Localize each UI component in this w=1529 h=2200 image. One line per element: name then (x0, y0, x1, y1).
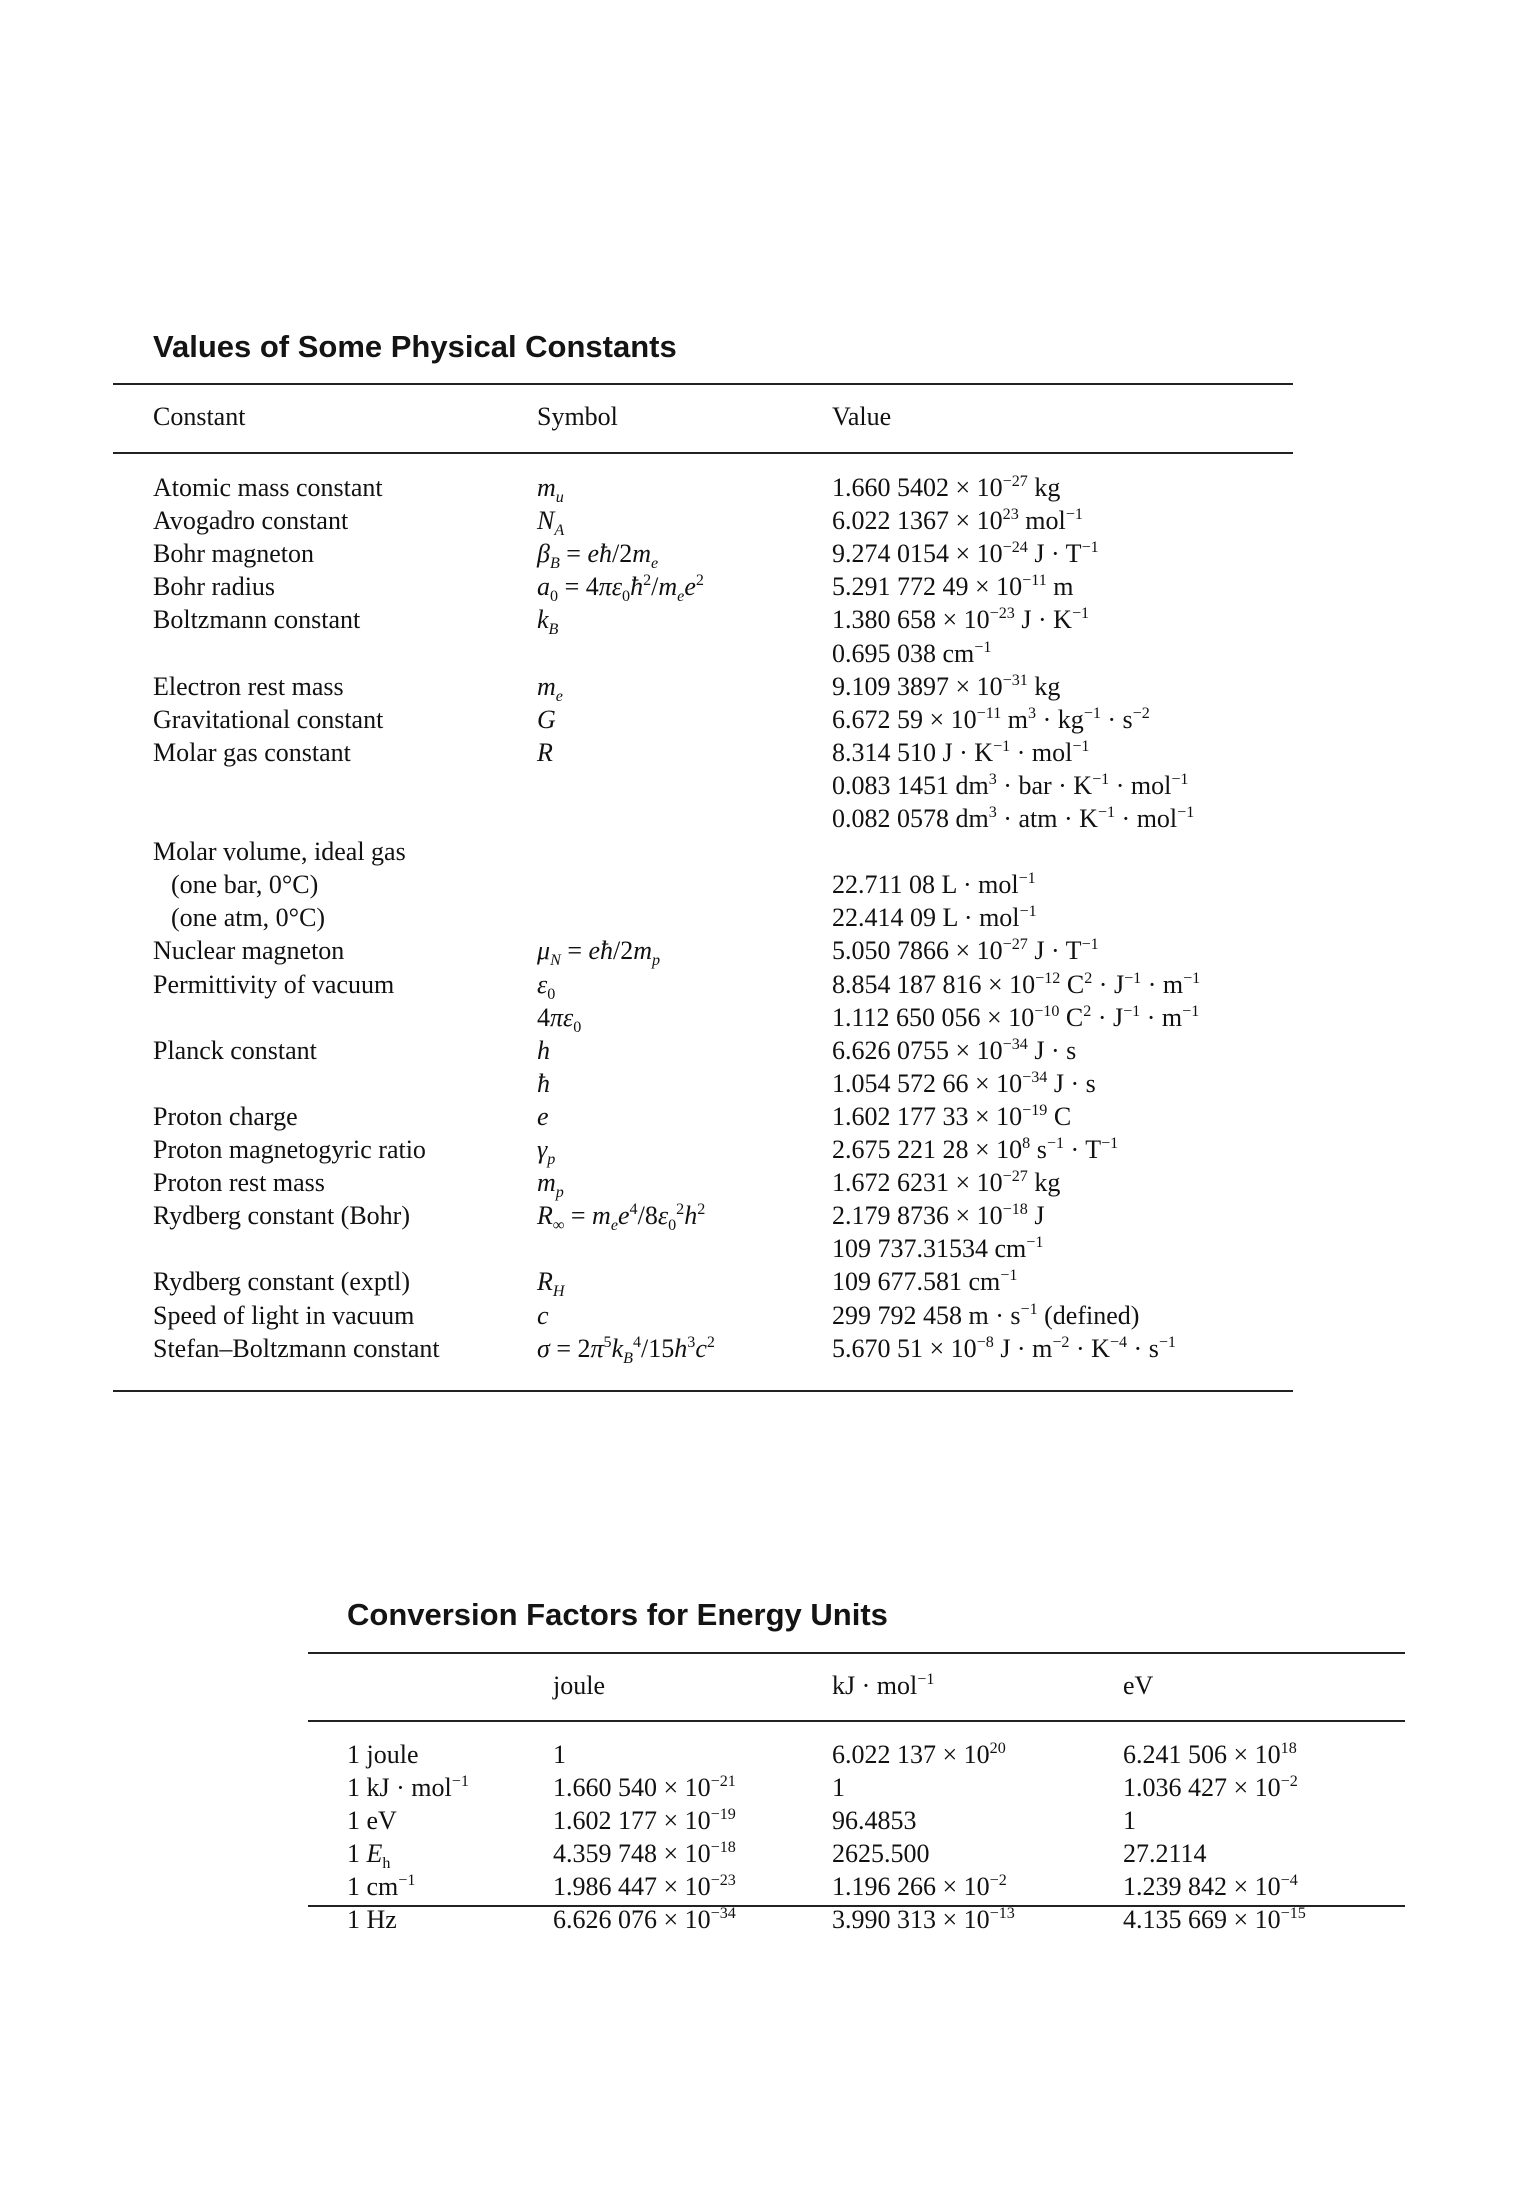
constant-value: 1.660 $5402 \times 10^{-27}$ kg (832, 473, 1061, 502)
conversion-header-joule: joule (553, 1671, 605, 1700)
conversion-cell-ev: 4.135 $669 \times 10^{-15}$ (1123, 1905, 1306, 1934)
constant-value: 1.672 $6231 \times 10^{-27}$ kg (832, 1168, 1061, 1197)
conversion-cell-joule: 1.660 $540 \times 10^{-21}$ (553, 1773, 736, 1802)
conversion-row-unit: 1 Hz (347, 1905, 397, 1934)
constant-name: Electron rest mass (153, 672, 344, 701)
constant-name: Speed of light in vacuum (153, 1301, 415, 1330)
constant-value: 6.626 $0755 \times 10^{-34}$ J · s (832, 1036, 1077, 1065)
constant-name: (one bar, 0°C) (171, 870, 319, 899)
constant-value: 109 737.31534 $cm^{-1}$ (832, 1234, 1044, 1263)
constant-value: 6.672 $59 \times 10^{-11}$ $m^3 \cdot kg^{-1} \cdot s^{-2}$ (832, 705, 1150, 734)
constant-name: Boltzmann constant (153, 605, 361, 634)
conversion-title: Conversion Factors for Energy Units (347, 1597, 888, 1632)
constant-value: 5.291 772 $49 \times 10^{-11}$ m (832, 572, 1074, 601)
constant-value: 0.083 1451 $dm^3$ · bar · $K^{-1} \cdot mol^{-1}$ (832, 771, 1189, 800)
constant-symbol: $m_u$ (537, 473, 564, 507)
constant-name: Rydberg constant (Bohr) (153, 1201, 410, 1230)
constant-symbol: $R_\infty = m_ee^4/8\varepsilon_0^2h^2$ (537, 1201, 706, 1235)
constant-name: Proton magnetogyric ratio (153, 1135, 426, 1164)
constant-symbol: $R_H$ (537, 1267, 565, 1301)
constant-symbol: e (537, 1102, 549, 1131)
constant-value: 1.602 177 $33 \times 10^{-19}$ C (832, 1102, 1072, 1131)
constants-header-symbol: Symbol (537, 402, 618, 431)
conversion-header-ev: eV (1123, 1671, 1154, 1700)
conversion-cell-ev: 27.2114 (1123, 1839, 1207, 1868)
constant-symbol: $\gamma_p$ (537, 1135, 556, 1169)
conversion-cell-ev: 1.239 $842 \times 10^{-4}$ (1123, 1872, 1298, 1901)
constant-value: 22.414 09 L · mol$^{-1}$ (832, 903, 1037, 932)
constant-value: 1.054 572 $66 \times 10^{-34}$ J · s (832, 1069, 1096, 1098)
constant-symbol: $\sigma = 2\pi^5k_B^4/15h^3c^2$ (537, 1334, 715, 1368)
constants-title: Values of Some Physical Constants (153, 329, 677, 364)
constant-name: Proton charge (153, 1102, 298, 1131)
conversion-cell-kjmol: 1.196 $266 \times 10^{-2}$ (832, 1872, 1007, 1901)
constant-value: 299 792 458 $m \cdot s^{-1}$ (defined) (832, 1301, 1140, 1330)
constant-value: 6.022 $1367 \times 10^{23}$ mol$^{-1}$ (832, 506, 1083, 535)
constant-symbol: $\beta_B$ = $eħ/2m_e$ (537, 539, 659, 573)
constant-symbol: G (537, 705, 556, 734)
conversion-cell-ev: 1.036 $427 \times 10^{-2}$ (1123, 1773, 1298, 1802)
constant-value: 5.050 $7866 \times 10^{-27}$ $J \cdot T^{-1}$ (832, 936, 1099, 965)
conversion-cell-kjmol: 1 (832, 1773, 845, 1802)
constant-value: 2.179 $8736 \times 10^{-18}$ J (832, 1201, 1045, 1230)
conversion-cell-joule: 6.626 $076 \times 10^{-34}$ (553, 1905, 736, 1934)
conversion-cell-joule: 4.359 $748 \times 10^{-18}$ (553, 1839, 736, 1868)
conversion-cell-kjmol: 2625.500 (832, 1839, 930, 1868)
constant-symbol: ħ (537, 1069, 550, 1098)
constant-name: Planck constant (153, 1036, 317, 1065)
constant-value: 9.109 $3897 \times 10^{-31}$ kg (832, 672, 1061, 701)
conversion-row-unit: 1 $cm^{-1}$ (347, 1872, 416, 1901)
constants-header-value: Value (832, 402, 892, 431)
constant-symbol: $m_p$ (537, 1168, 564, 1202)
constant-value: 2.675 221 $28 \times 10^8$ $s^{-1} \cdot T^{-1}$ (832, 1135, 1119, 1164)
constant-name: Gravitational constant (153, 705, 384, 734)
conversion-header-kjmol: kJ · mol$^{-1}$ (832, 1671, 935, 1700)
constant-name: (one atm, 0°C) (171, 903, 326, 932)
constant-symbol: $a_0$ = $4\pi\varepsilon_0ħ^2/m_ee^2$ (537, 572, 704, 606)
constant-name: Bohr radius (153, 572, 276, 601)
conversion-cell-joule: 1.986 $447 \times 10^{-23}$ (553, 1872, 736, 1901)
conversion-row-unit: 1 joule (347, 1740, 419, 1769)
constant-symbol: h (537, 1036, 550, 1065)
conversion-row-unit: 1 eV (347, 1806, 397, 1835)
conversion-cell-joule: 1.602 $177 \times 10^{-19}$ (553, 1806, 736, 1835)
constant-value: 0.082 0578 $dm^3$ · atm · $K^{-1} \cdot mol^{-1}$ (832, 804, 1195, 833)
constant-value: 109 677.581 $cm^{-1}$ (832, 1267, 1018, 1296)
constant-name: Molar volume, ideal gas (153, 837, 406, 866)
conversion-row-unit: 1 $E_h$ (347, 1839, 391, 1873)
constant-name: Avogadro constant (153, 506, 349, 535)
constant-name: Molar gas constant (153, 738, 351, 767)
constants-header-constant: Constant (153, 402, 246, 431)
constant-value: 5.670 $51 \times 10^{-8}$ $J \cdot m^{-2} \cdot K^{-4} \cdot s^{-1}$ (832, 1334, 1176, 1363)
conversion-bottom-rule (308, 1905, 1405, 1907)
constant-value: 1.380 $658 \times 10^{-23}$ $J \cdot K^{-1}$ (832, 605, 1090, 634)
conversion-header-rule (308, 1720, 1405, 1722)
constant-value: 1.112 650 $056 \times 10^{-10}$ $C^2 \cdot J^{-1} \cdot m^{-1}$ (832, 1003, 1200, 1032)
constant-name: Bohr magneton (153, 539, 315, 568)
constant-value: 22.711 08 L · mol$^{-1}$ (832, 870, 1036, 899)
constant-value: 8.314 510 $J \cdot K^{-1} \cdot mol^{-1}$ (832, 738, 1090, 767)
constant-name: Rydberg constant (exptl) (153, 1267, 410, 1296)
conversion-cell-kjmol: 6.022 $137 \times 10^{20}$ (832, 1740, 1006, 1769)
constant-name: Permittivity of vacuum (153, 970, 395, 999)
constants-header-rule (113, 452, 1293, 454)
constant-symbol: $\mu_N$ = $eħ/2m_p$ (537, 936, 661, 970)
constant-symbol: $N_A$ (537, 506, 565, 540)
conversion-cell-ev: 1 (1123, 1806, 1136, 1835)
constant-name: Nuclear magneton (153, 936, 345, 965)
constants-top-rule (113, 383, 1293, 385)
constant-symbol: c (537, 1301, 549, 1330)
constant-symbol: $\varepsilon_0$ (537, 970, 556, 1004)
constant-symbol: $k_B$ (537, 605, 559, 639)
conversion-top-rule (308, 1652, 1405, 1654)
conversion-cell-kjmol: 3.990 $313 \times 10^{-13}$ (832, 1905, 1015, 1934)
constants-bottom-rule (113, 1390, 1293, 1392)
conversion-row-unit: 1 kJ · mol$^{-1}$ (347, 1773, 469, 1802)
constant-symbol: $4\pi\varepsilon_0$ (537, 1003, 582, 1037)
constant-name: Proton rest mass (153, 1168, 325, 1197)
conversion-cell-ev: 6.241 $506 \times 10^{18}$ (1123, 1740, 1297, 1769)
constant-name: Atomic mass constant (153, 473, 383, 502)
constant-symbol: $m_e$ (537, 672, 563, 706)
conversion-cell-kjmol: 96.4853 (832, 1806, 917, 1835)
constant-value: 0.695 038 $cm^{-1}$ (832, 639, 992, 668)
constant-value: 9.274 $0154 \times 10^{-24}$ $J \cdot T^{-1}$ (832, 539, 1099, 568)
constant-value: 8.854 187 $816 \times 10^{-12}$ $C^2 \cdot J^{-1} \cdot m^{-1}$ (832, 970, 1201, 999)
constant-name: Stefan–Boltzmann constant (153, 1334, 440, 1363)
constant-symbol: R (537, 738, 553, 767)
conversion-cell-joule: 1 (553, 1740, 566, 1769)
